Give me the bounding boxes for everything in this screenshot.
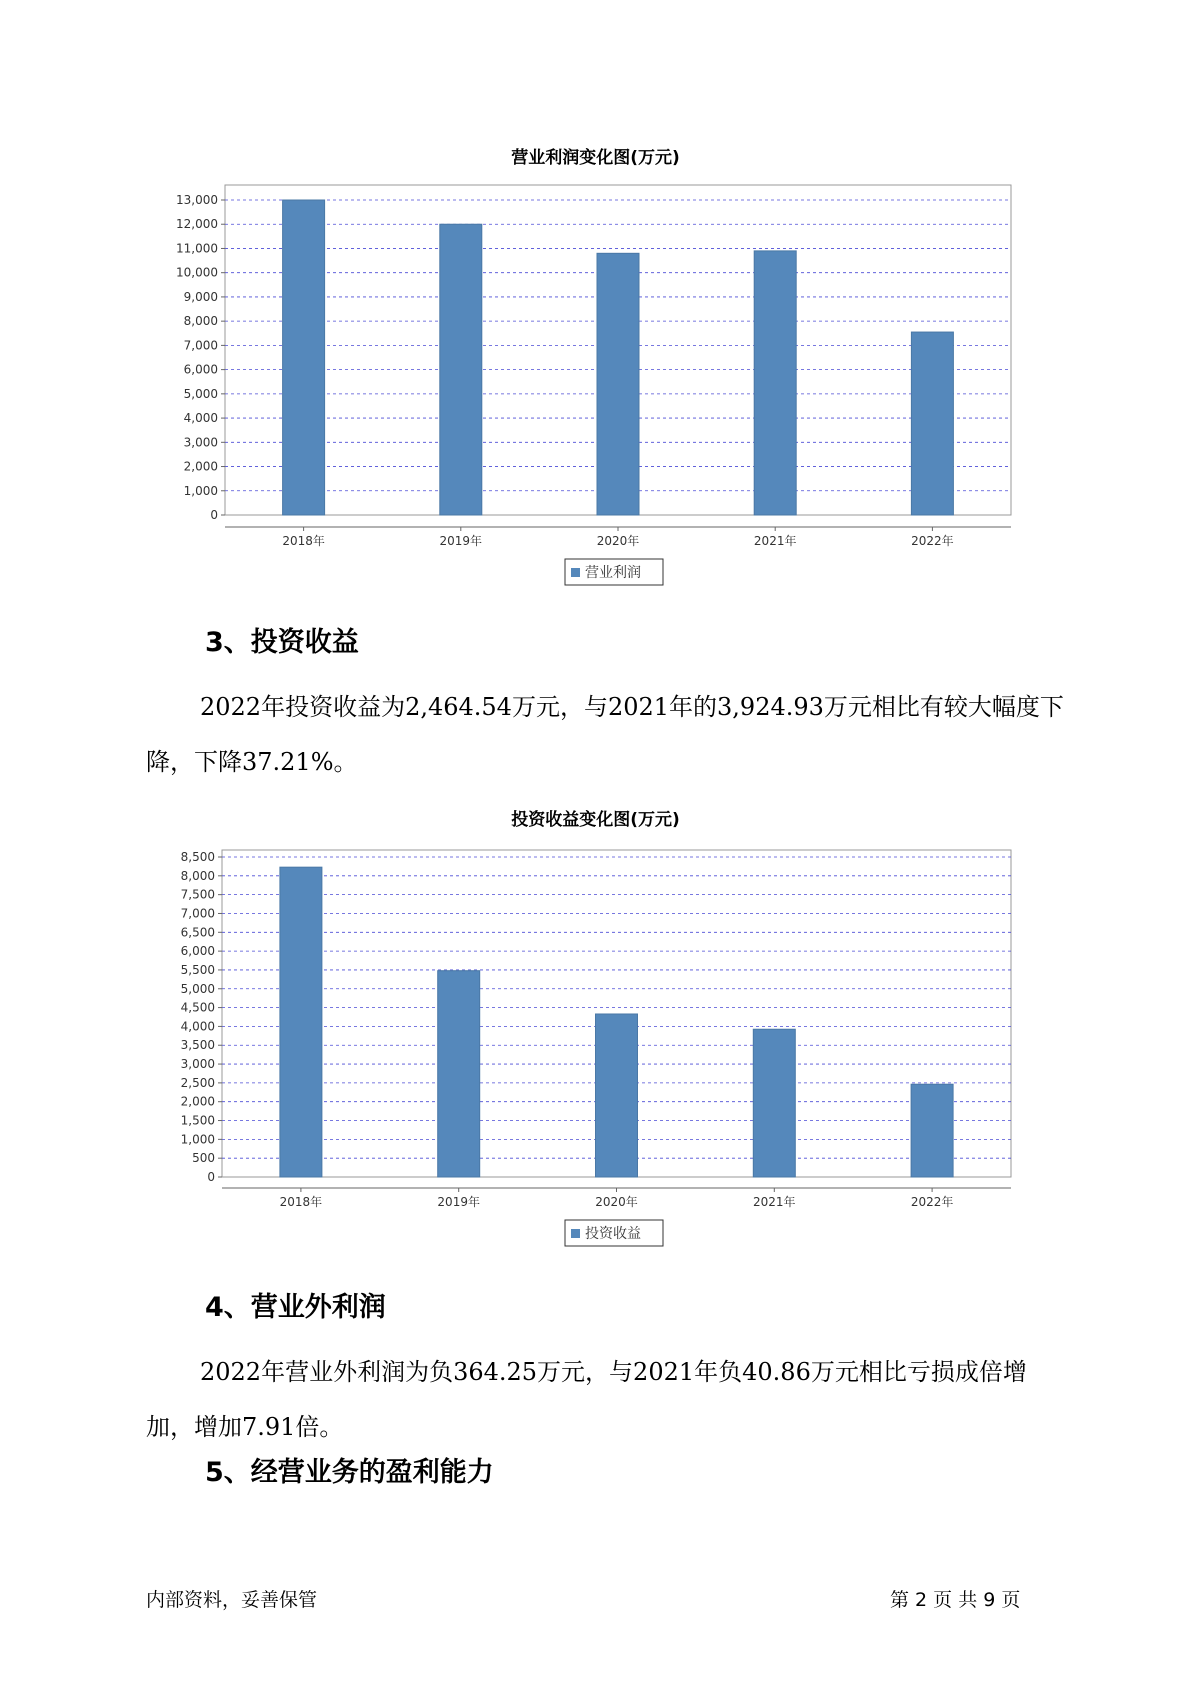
- x-tick-label: 2021年: [753, 534, 797, 548]
- y-tick-label: 500: [192, 1151, 215, 1166]
- y-tick-label: 6,500: [180, 925, 215, 940]
- section-5-heading: 5、经营业务的盈利能力: [205, 1457, 494, 1488]
- bar-2019年: [438, 971, 480, 1177]
- x-tick-label: 2018年: [282, 534, 325, 548]
- y-tick-label: 11,000: [176, 241, 218, 256]
- x-tick-label: 2022年: [911, 534, 954, 548]
- y-tick-label: 1,000: [180, 1132, 215, 1147]
- legend-label: 营业利润: [585, 565, 641, 581]
- bar-2021年: [753, 1029, 795, 1177]
- y-tick-label: 1,000: [183, 483, 218, 498]
- y-tick-label: 4,500: [180, 1000, 215, 1015]
- y-tick-label: 3,500: [180, 1038, 215, 1053]
- y-tick-label: 7,000: [180, 906, 215, 921]
- bar-2018年: [280, 867, 322, 1177]
- chart2-title: 投资收益变化图(万元): [511, 810, 680, 830]
- y-tick-label: 0: [207, 1170, 215, 1184]
- operating-profit-chart: [0, 170, 1191, 590]
- y-tick-label: 10,000: [176, 265, 218, 280]
- y-tick-label: 7,000: [183, 338, 218, 353]
- chart1-title: 营业利润变化图(万元): [511, 148, 680, 168]
- x-tick-label: 2020年: [595, 1195, 638, 1209]
- section-3-paragraph: 2022年投资收益为2,464.54万元，与2021年的3,924.93万元相比有较大幅度下降，下降37.21%。: [146, 693, 1064, 776]
- x-tick-label: 2022年: [910, 1195, 954, 1209]
- y-tick-label: 2,000: [180, 1094, 215, 1109]
- y-tick-label: 13,000: [176, 193, 218, 207]
- y-tick-label: 8,500: [180, 850, 215, 864]
- x-tick-label: 2018年: [279, 1195, 323, 1209]
- investment-income-chart: [0, 835, 1191, 1255]
- section-3-heading: 3、投资收益: [205, 627, 359, 658]
- bar-2021年: [754, 251, 796, 515]
- y-tick-label: 4,000: [183, 411, 218, 426]
- legend-label: 投资收益: [585, 1226, 641, 1242]
- y-tick-label: 6,000: [183, 362, 218, 377]
- x-tick-label: 2021年: [753, 1195, 796, 1209]
- y-tick-label: 1,500: [180, 1113, 215, 1128]
- y-tick-label: 3,000: [180, 1057, 215, 1072]
- legend-swatch: [571, 1229, 580, 1238]
- y-tick-label: 3,000: [183, 435, 218, 450]
- section-4-paragraph: 2022年营业外利润为负364.25万元，与2021年负40.86万元相比亏损成倍增加，增加7.91倍。: [146, 1358, 1027, 1441]
- y-tick-label: 7,500: [180, 887, 215, 902]
- y-tick-label: 0: [210, 508, 218, 522]
- y-tick-label: 9,000: [183, 289, 218, 304]
- y-tick-label: 12,000: [176, 217, 218, 232]
- footer-page-number: 第 2 页 共 9 页: [890, 1589, 1021, 1611]
- bar-2020年: [597, 253, 639, 515]
- y-tick-label: 2,500: [180, 1075, 215, 1090]
- section-4-heading: 4、营业外利润: [205, 1292, 386, 1323]
- y-tick-label: 4,000: [180, 1019, 215, 1034]
- y-tick-label: 6,000: [180, 944, 215, 959]
- y-tick-label: 2,000: [183, 459, 218, 474]
- y-tick-label: 8,000: [180, 868, 215, 883]
- bar-2022年: [911, 1084, 953, 1177]
- bar-2022年: [911, 332, 953, 515]
- y-tick-label: 5,000: [180, 981, 215, 996]
- x-tick-label: 2019年: [437, 1195, 480, 1209]
- y-tick-label: 5,500: [180, 962, 215, 977]
- y-tick-label: 8,000: [183, 314, 218, 329]
- bar-2019年: [440, 224, 482, 515]
- legend-swatch: [571, 568, 580, 577]
- x-tick-label: 2020年: [596, 534, 640, 548]
- footer-confidential-note: 内部资料，妥善保管: [146, 1589, 318, 1611]
- bar-2018年: [283, 200, 325, 515]
- x-tick-label: 2019年: [439, 534, 483, 548]
- y-tick-label: 5,000: [183, 386, 218, 401]
- bar-2020年: [596, 1014, 638, 1177]
